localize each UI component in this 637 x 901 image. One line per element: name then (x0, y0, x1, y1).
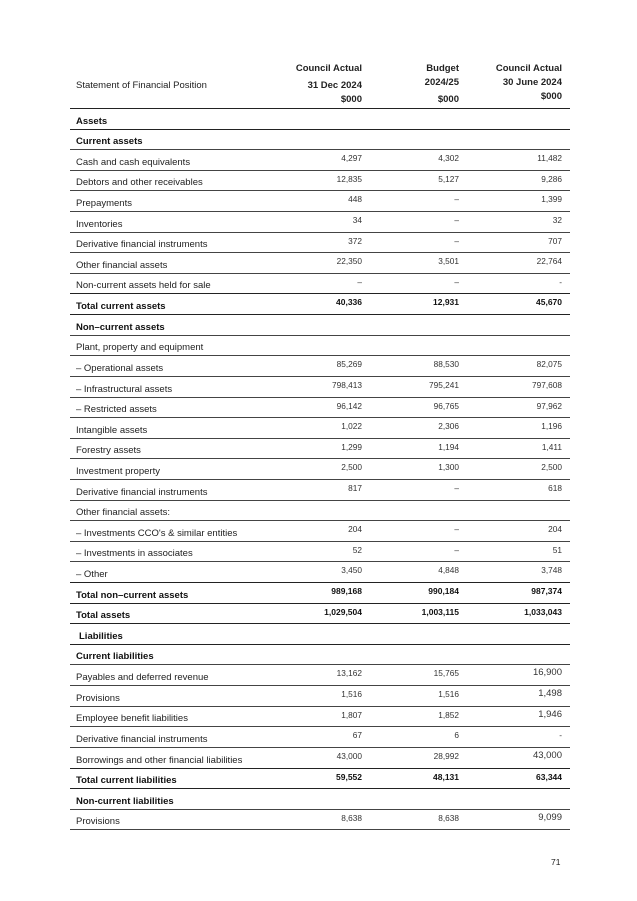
col1-line3: $000 (340, 94, 362, 105)
row-value-col1: 448 (348, 194, 362, 205)
row-value-col1: 96,142 (336, 400, 362, 411)
row-value-col1: 1,029,504 (324, 606, 362, 617)
row-value-col2: 1,516 (438, 689, 459, 700)
row-label: – Restricted assets (76, 404, 157, 416)
row-label: Non-current liabilities (76, 795, 174, 807)
row-value-col2: 795,241 (429, 379, 459, 390)
col2-line2: 2024/25 (424, 77, 459, 88)
column-header-council-actual-dec (270, 62, 362, 107)
row-label: Total current assets (76, 301, 166, 313)
table-row (70, 624, 570, 645)
table-row (70, 274, 570, 295)
row-label: Current assets (76, 136, 143, 148)
row-value-col1: 13,162 (336, 668, 362, 679)
row-value-col1: 1,516 (341, 689, 362, 700)
page-number: 71 (551, 857, 561, 867)
row-label: – Operational assets (76, 362, 164, 374)
row-value-col2: 990,184 (428, 586, 459, 597)
table-row (70, 171, 570, 192)
row-label: Debtors and other receivables (76, 177, 203, 189)
row-label: Total assets (76, 610, 131, 622)
table-row (70, 459, 570, 480)
row-value-col3: 82,075 (536, 359, 562, 370)
row-label: Derivative financial instruments (76, 486, 208, 498)
row-value-col2: 8,638 (438, 812, 459, 823)
row-value-col3: 63,344 (536, 771, 562, 782)
table-row (70, 109, 570, 130)
row-value-col2: 88,530 (433, 359, 459, 370)
row-label: – Infrastructural assets (76, 383, 173, 395)
table-row (70, 727, 570, 748)
row-value-col1: 4,297 (341, 153, 362, 164)
table-row (70, 521, 570, 542)
table-row (70, 336, 570, 357)
row-label: Assets (76, 115, 108, 127)
col1-line1: Council Actual (295, 63, 362, 74)
row-value-col3: 707 (548, 235, 562, 246)
row-label: Total current liabilities (76, 775, 177, 787)
row-value-col3: 16,900 (532, 667, 562, 679)
row-value-col2: – (454, 524, 459, 535)
row-label: Employee benefit liabilities (76, 713, 188, 725)
row-value-col2: 96,765 (433, 400, 459, 411)
row-value-col2: 3,501 (438, 256, 459, 267)
col2-line1: Budget (426, 63, 459, 74)
col3-line1: Council Actual (495, 63, 562, 74)
row-label: – Other (76, 569, 108, 581)
table-row (70, 645, 570, 666)
table-row (70, 315, 570, 336)
row-label: Intangible assets (76, 424, 148, 436)
row-value-col3: 11,482 (537, 153, 562, 164)
row-value-col1: 204 (348, 524, 362, 535)
table-header (70, 62, 570, 110)
row-label: Investment property (76, 465, 160, 477)
row-value-col3: 3,748 (541, 565, 562, 576)
row-label: Derivative financial instruments (76, 733, 208, 745)
table-row (70, 562, 570, 583)
table-row (70, 686, 570, 707)
row-value-col3: 9,286 (541, 173, 562, 184)
row-value-col2: 1,003,115 (421, 606, 459, 617)
table-row (70, 439, 570, 460)
row-label: Derivative financial instruments (76, 239, 208, 251)
row-value-col1: 989,168 (331, 586, 362, 597)
table-row (70, 542, 570, 563)
column-header-council-actual-june (465, 62, 562, 104)
table-row (70, 769, 570, 790)
table-row (70, 294, 570, 315)
row-value-col1: – (357, 276, 362, 287)
row-value-col2: 2,306 (438, 421, 459, 432)
row-label: Prepayments (76, 198, 132, 210)
row-value-col3: 32 (552, 215, 562, 226)
row-value-col1: 798,413 (332, 379, 362, 390)
row-label: Plant, property and equipment (76, 342, 204, 354)
row-value-col2: 5,127 (438, 173, 459, 184)
row-label: Inventories (76, 218, 123, 230)
row-value-col1: 817 (348, 482, 362, 493)
table-row (70, 583, 570, 604)
row-value-col3: 45,670 (536, 297, 562, 308)
row-value-col1: 22,350 (336, 256, 362, 267)
table-row (70, 810, 570, 831)
row-label: Cash and cash equivalents (76, 156, 191, 168)
table-row (70, 789, 570, 810)
row-label: Other financial assets (76, 259, 168, 271)
row-value-col3: 2,500 (541, 462, 562, 473)
row-value-col1: 52 (352, 544, 362, 555)
row-value-col1: 2,500 (341, 462, 362, 473)
table-row (70, 130, 570, 151)
table-row (70, 253, 570, 274)
row-label: Current liabilities (76, 651, 154, 663)
row-value-col2: 28,992 (433, 750, 459, 761)
row-value-col3: 1,498 (538, 688, 562, 700)
row-label: Total non–current assets (76, 589, 189, 601)
row-value-col3: 1,946 (538, 708, 562, 720)
row-label: Provisions (76, 816, 120, 828)
col3-line3: $000 (540, 91, 562, 102)
row-value-col2: 1,300 (438, 462, 459, 473)
row-label: Other financial assets: (76, 507, 170, 519)
row-label: Provisions (76, 692, 120, 704)
row-label: – Investments CCO's & similar entities (76, 527, 238, 539)
row-value-col1: 12,835 (336, 173, 362, 184)
row-label: – Investments in associates (76, 548, 193, 560)
row-value-col2: 1,852 (438, 709, 459, 720)
col3-line2: 30 June 2024 (502, 77, 562, 88)
row-value-col3: - (559, 276, 562, 287)
row-value-col3: 22,764 (536, 256, 562, 267)
row-value-col2: 4,302 (438, 153, 459, 164)
row-value-col3: 1,411 (541, 441, 562, 452)
row-value-col2: – (454, 215, 459, 226)
table-row (70, 418, 570, 439)
row-value-col1: 43,000 (336, 750, 362, 761)
table-row (70, 398, 570, 419)
row-value-col3: 1,399 (541, 194, 562, 205)
table-row (70, 501, 570, 522)
table-row (70, 212, 570, 233)
table-row (70, 604, 570, 625)
row-label: Non-current assets held for sale (76, 280, 211, 292)
row-value-col2: – (454, 194, 459, 205)
table-row (70, 707, 570, 728)
row-value-col1: 3,450 (341, 565, 362, 576)
row-value-col2: – (454, 482, 459, 493)
row-value-col2: 4,848 (438, 565, 459, 576)
row-value-col1: 372 (348, 235, 362, 246)
row-value-col3: - (559, 730, 562, 741)
row-value-col2: 48,131 (433, 771, 459, 782)
table-row (70, 150, 570, 171)
row-value-col1: 34 (352, 215, 362, 226)
row-value-col1: 1,022 (341, 421, 362, 432)
row-value-col1: 1,807 (341, 709, 362, 720)
row-value-col3: 987,374 (531, 586, 562, 597)
table-row (70, 377, 570, 398)
col1-line2: 31 Dec 2024 (307, 80, 362, 91)
row-label: Payables and deferred revenue (76, 672, 209, 684)
row-value-col1: 8,638 (341, 812, 362, 823)
row-value-col3: 797,608 (532, 379, 562, 390)
table-row (70, 356, 570, 377)
row-value-col2: – (454, 544, 459, 555)
table-row (70, 233, 570, 254)
row-label: Forestry assets (76, 445, 141, 457)
row-label: Non–current assets (76, 321, 165, 333)
row-value-col3: 204 (548, 524, 562, 535)
row-value-col2: 6 (454, 730, 459, 741)
row-value-col3: 1,196 (541, 421, 562, 432)
table-row (70, 480, 570, 501)
row-value-col3: 618 (548, 482, 562, 493)
row-value-col1: 40,336 (336, 297, 362, 308)
row-value-col3: 51 (552, 544, 562, 555)
row-value-col3: 43,000 (532, 749, 562, 761)
col2-line3: $000 (437, 94, 459, 105)
row-value-col2: 12,931 (433, 297, 459, 308)
row-label: Liabilities (79, 630, 123, 642)
row-value-col3: 9,099 (538, 811, 562, 823)
row-value-col3: 97,962 (536, 400, 562, 411)
row-value-col2: – (454, 235, 459, 246)
table-row (70, 191, 570, 212)
column-header-budget (370, 62, 459, 107)
row-value-col1: 1,299 (341, 441, 362, 452)
table-row (70, 748, 570, 769)
row-label: Borrowings and other financial liabilities (76, 754, 243, 766)
statement-title: Statement of Financial Position (76, 80, 207, 91)
row-value-col1: 59,552 (336, 771, 362, 782)
row-value-col1: 85,269 (336, 359, 362, 370)
row-value-col2: – (454, 276, 459, 287)
financial-position-table (70, 109, 570, 830)
table-row (70, 665, 570, 686)
row-value-col2: 1,194 (438, 441, 459, 452)
row-value-col3: 1,033,043 (524, 606, 562, 617)
row-value-col1: 67 (352, 730, 362, 741)
row-value-col2: 15,765 (433, 668, 459, 679)
